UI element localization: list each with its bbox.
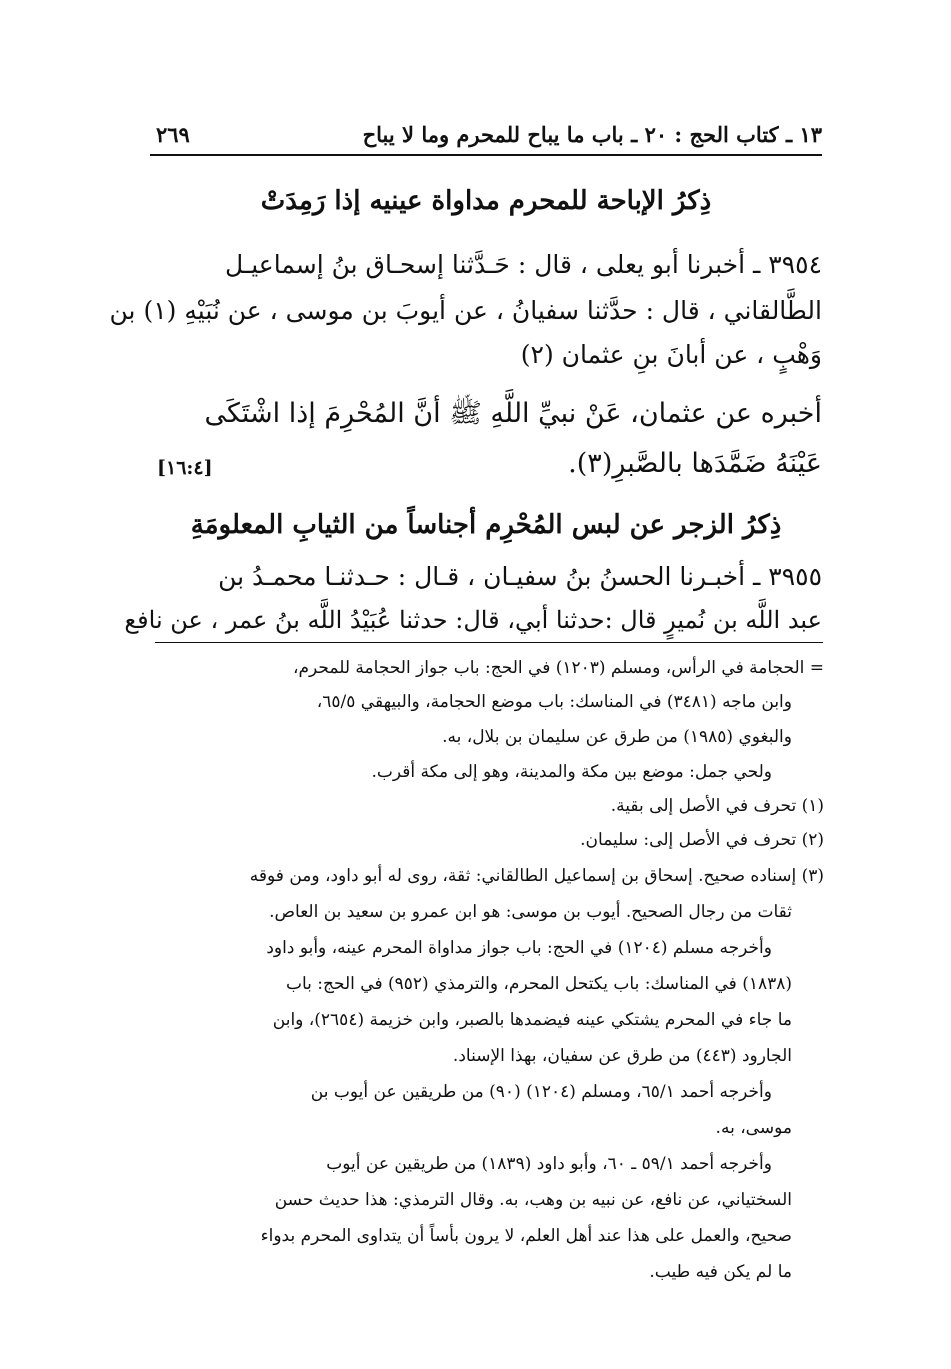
hadith-3954-line-3: وَهْبٍ ، عن أبانَ بنِ عثمان (٢) [520,340,822,369]
footnote-line: = الحجامة في الرأس، ومسلم (١٢٠٣) في الحج: باب جواز الحجامة للمحرم، [293,658,824,678]
running-header [150,118,822,156]
page-number: ٢٦٩ [156,122,190,147]
footnote-line: السختياني، عن نافع، عن نبيه بن وهب، به. وقال الترمذي: هذا حديث حسن [274,1190,792,1210]
footnote-line: صحيح، والعمل على هذا عند أهل العلم، لا يرون بأساً أن يتداوى المحرم بدواء [260,1226,792,1246]
footnote-line: (١٨٣٨) في المناسك: باب يكتحل المحرم، والترمذي (٩٥٢) في الحج: باب [285,974,792,994]
footnote-line: (١) تحرف في الأصل إلى بقية. [610,796,824,816]
footnote-line: والبغوي (١٩٨٥) من طرق عن سليمان بن بلال، به. [442,727,792,747]
hadith-3955-line-2: عبد اللَّه بن نُميرٍ قال :حدثنا أبي، قال: حدثنا عُبَيْدُ اللَّه بنُ عمر ، عن نافع [124,606,822,634]
hadith-3955-line-1: ٣٩٥٥ ـ أخبـرنا الحسنُ بنُ سفيـان ، قـال : حـدثنـا محمـدُ بن [218,562,822,591]
section-title-1: ذِكرُ الإباحة للمحرم مداواة عينيه إذا رَمِدَتْ [260,186,712,216]
footnote-line: ما جاء في المحرم يشتكي عينه فيضمدها بالصبر، وابن خزيمة (٢٦٥٤)، وابن [272,1010,792,1030]
running-header-title: ١٣ ـ كتاب الحج : ٢٠ ـ باب ما يباح للمحرم وما لا يباح [362,122,822,147]
hadith-3954-line-2: الطَّالقاني ، قال : حدَّثنا سفيانُ ، عن أيوبَ بن موسى ، عن نُبَيْهِ (١) بن [109,296,822,325]
footnote-line: (٣) إسناده صحيح. إسحاق بن إسماعيل الطالقاني: ثقة، روى له أبو داود، ومن فوقه [249,866,824,886]
hadith-3954-line-1: ٣٩٥٤ ـ أخبرنا أبو يعلى ، قال : حَـدَّثنا إسحـاق بنُ إسماعيـل [224,250,822,279]
footnote-separator [155,642,823,643]
footnote-line: موسى، به. [715,1118,792,1138]
hadith-3954-reference: [١٦:٤] [157,457,213,479]
footnote-line: ولحي جمل: موضع بين مكة والمدينة، وهو إلى مكة أقرب. [371,762,772,782]
section-title-2: ذِكرُ الزجر عن لبس المُحْرِم أجناساً من الثيابِ المعلومَةِ [190,510,782,540]
footnote-line: وابن ماجه (٣٤٨١) في المناسك: باب موضع الحجامة، والبيهقي ٦٥/٥، [316,692,792,712]
hadith-3954-matn-line-1: أخبره عن عثمان، عَنْ نبيِّ اللَّهِ ﷺ أنَّ المُحْرِمَ إذا اشْتَكَى [204,398,822,429]
footnote-line: وأخرجه أحمد ٦٥/١، ومسلم (١٢٠٤) (٩٠) من طريقين عن أيوب بن [310,1082,772,1102]
footnote-line: وأخرجه أحمد ٥٩/١ ـ ٦٠، وأبو داود (١٨٣٩) من طريقين عن أيوب [326,1154,772,1174]
footnote-line: وأخرجه مسلم (١٢٠٤) في الحج: باب جواز مداواة المحرم عينه، وأبو داود [266,938,772,958]
hadith-3954-matn-line-2: عَيْنَهُ ضَمَّدَها بالصَّبرِ(٣). [568,448,822,479]
footnote-line: ما لم يكن فيه طيب. [649,1262,792,1282]
footnote-line: الجارود (٤٤٣) من طرق عن سفيان، بهذا الإسناد. [452,1046,792,1066]
footnote-line: (٢) تحرف في الأصل إلى: سليمان. [580,830,824,850]
footnote-line: ثقات من رجال الصحيح. أيوب بن موسى: هو ابن عمرو بن سعيد بن العاص. [269,902,792,922]
